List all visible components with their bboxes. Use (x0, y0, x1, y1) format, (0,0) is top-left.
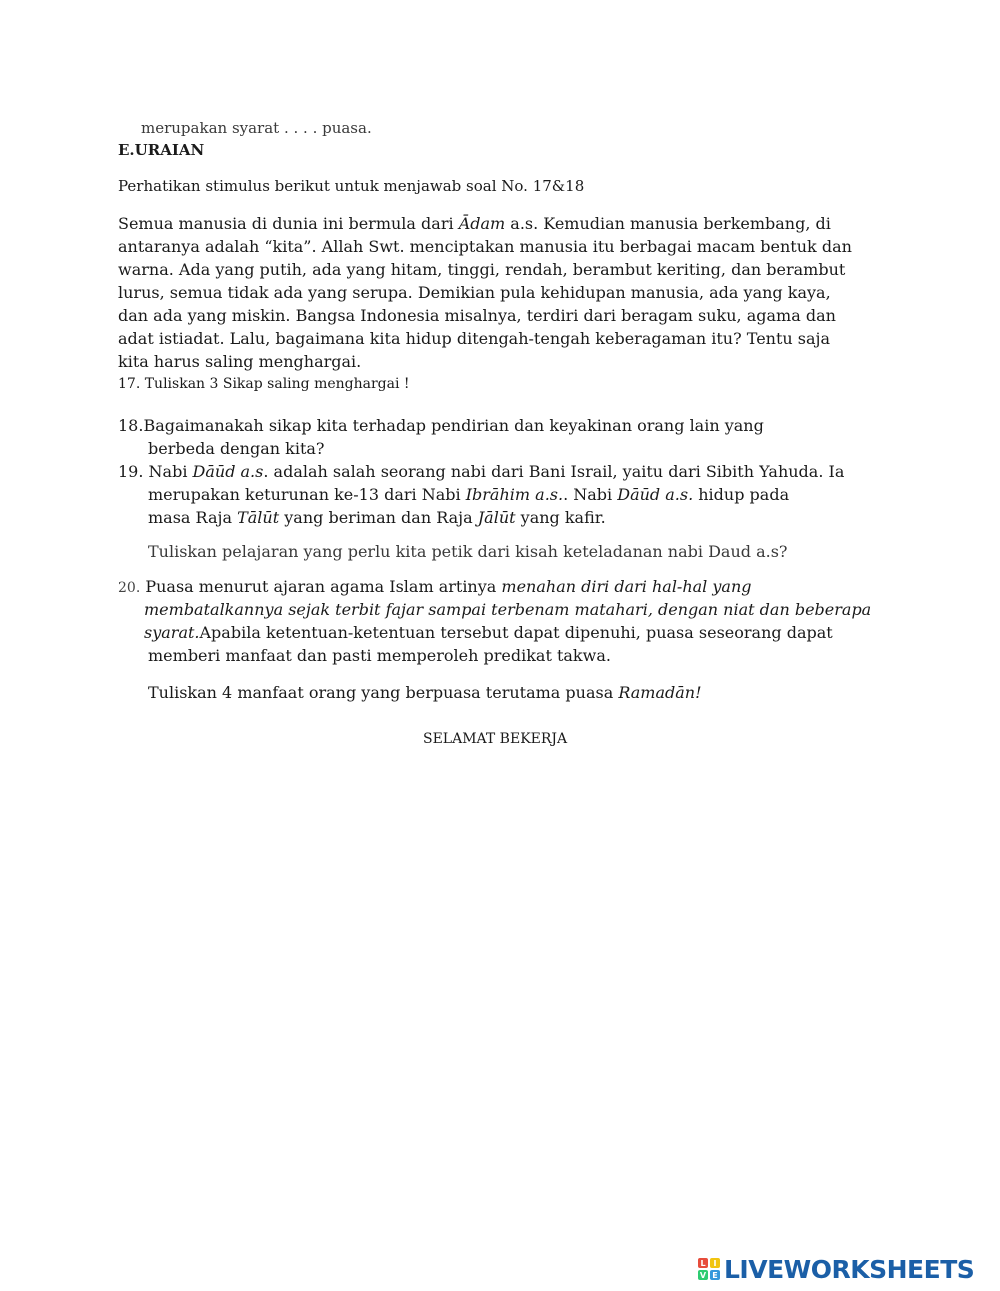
logo-letter-i: I (710, 1258, 720, 1268)
stimulus-intro: Perhatikan stimulus berikut untuk menjawab soal No. 17&18 (118, 177, 585, 195)
para-line-1: Semua manusia di dunia ini bermula dari Ādam a.s. Kemudian manusia berkembang, di (118, 214, 831, 233)
q20-line-2: membatalkannya sejak terbit fajar sampai terbenam matahari, dengan niat dan beberapa (144, 600, 872, 619)
q19-line-1: 19. Nabi Dāūd a.s. adalah salah seorang nabi dari Bani Israil, yaitu dari Sibith Yahuda. Ia (118, 462, 845, 481)
q19-line-2: merupakan keturunan ke-13 dari Nabi Ibrāhim a.s.. Nabi Dāūd a.s. hidup pada (148, 485, 790, 504)
logo-text: LIVEWORKSHEETS (724, 1254, 975, 1284)
para-line-6: adat istiadat. Lalu, bagaimana kita hidup ditengah-tengah keberagaman itu? Tentu saja (118, 329, 831, 348)
q20-line-1: 20. Puasa menurut ajaran agama Islam artinya menahan diri dari hal-hal yang (118, 577, 752, 596)
q20-task: Tuliskan 4 manfaat orang yang berpuasa terutama puasa Ramadān! (148, 683, 702, 702)
logo-letter-e: E (710, 1270, 720, 1280)
q19-line-3: masa Raja Tālūt yang beriman dan Raja Jālūt yang kafir. (148, 508, 606, 527)
para-line-5: dan ada yang miskin. Bangsa Indonesia misalnya, terdiri dari beragam suku, agama dan (118, 306, 836, 325)
logo-grid-icon (698, 1258, 720, 1280)
logo-letter-l: L (698, 1258, 708, 1268)
para-line-3: warna. Ada yang putih, ada yang hitam, tinggi, rendah, berambut keriting, dan berambut (118, 260, 846, 279)
para-line-2: antaranya adalah “kita”. Allah Swt. menciptakan manusia itu berbagai macam bentuk dan (118, 237, 852, 256)
q19-task: Tuliskan pelajaran yang perlu kita petik dari kisah keteladanan nabi Daud a.s? (148, 542, 788, 561)
para-line-4: lurus, semua tidak ada yang serupa. Demikian pula kehidupan manusia, ada yang kaya, (118, 283, 831, 302)
section-title: E.URAIAN (118, 141, 205, 159)
liveworksheets-logo[interactable] (698, 1254, 974, 1284)
q18-line-2: berbeda dengan kita? (148, 439, 325, 458)
q20-line-4: memberi manfaat dan pasti memperoleh predikat takwa. (148, 646, 611, 665)
closing-text: SELAMAT BEKERJA (423, 731, 568, 747)
logo-letter-v: V (699, 1270, 707, 1280)
question-17: 17. Tuliskan 3 Sikap saling menghargai ! (118, 376, 410, 392)
top-line: merupakan syarat . . . . puasa. (141, 119, 372, 137)
para-line-7: kita harus saling menghargai. (118, 352, 362, 371)
q20-line-3: syarat.Apabila ketentuan-ketentuan tersebut dapat dipenuhi, puasa seseorang dapat (144, 623, 833, 642)
q18-line-1: 18.Bagaimanakah sikap kita terhadap pendirian dan keyakinan orang lain yang (118, 416, 764, 435)
